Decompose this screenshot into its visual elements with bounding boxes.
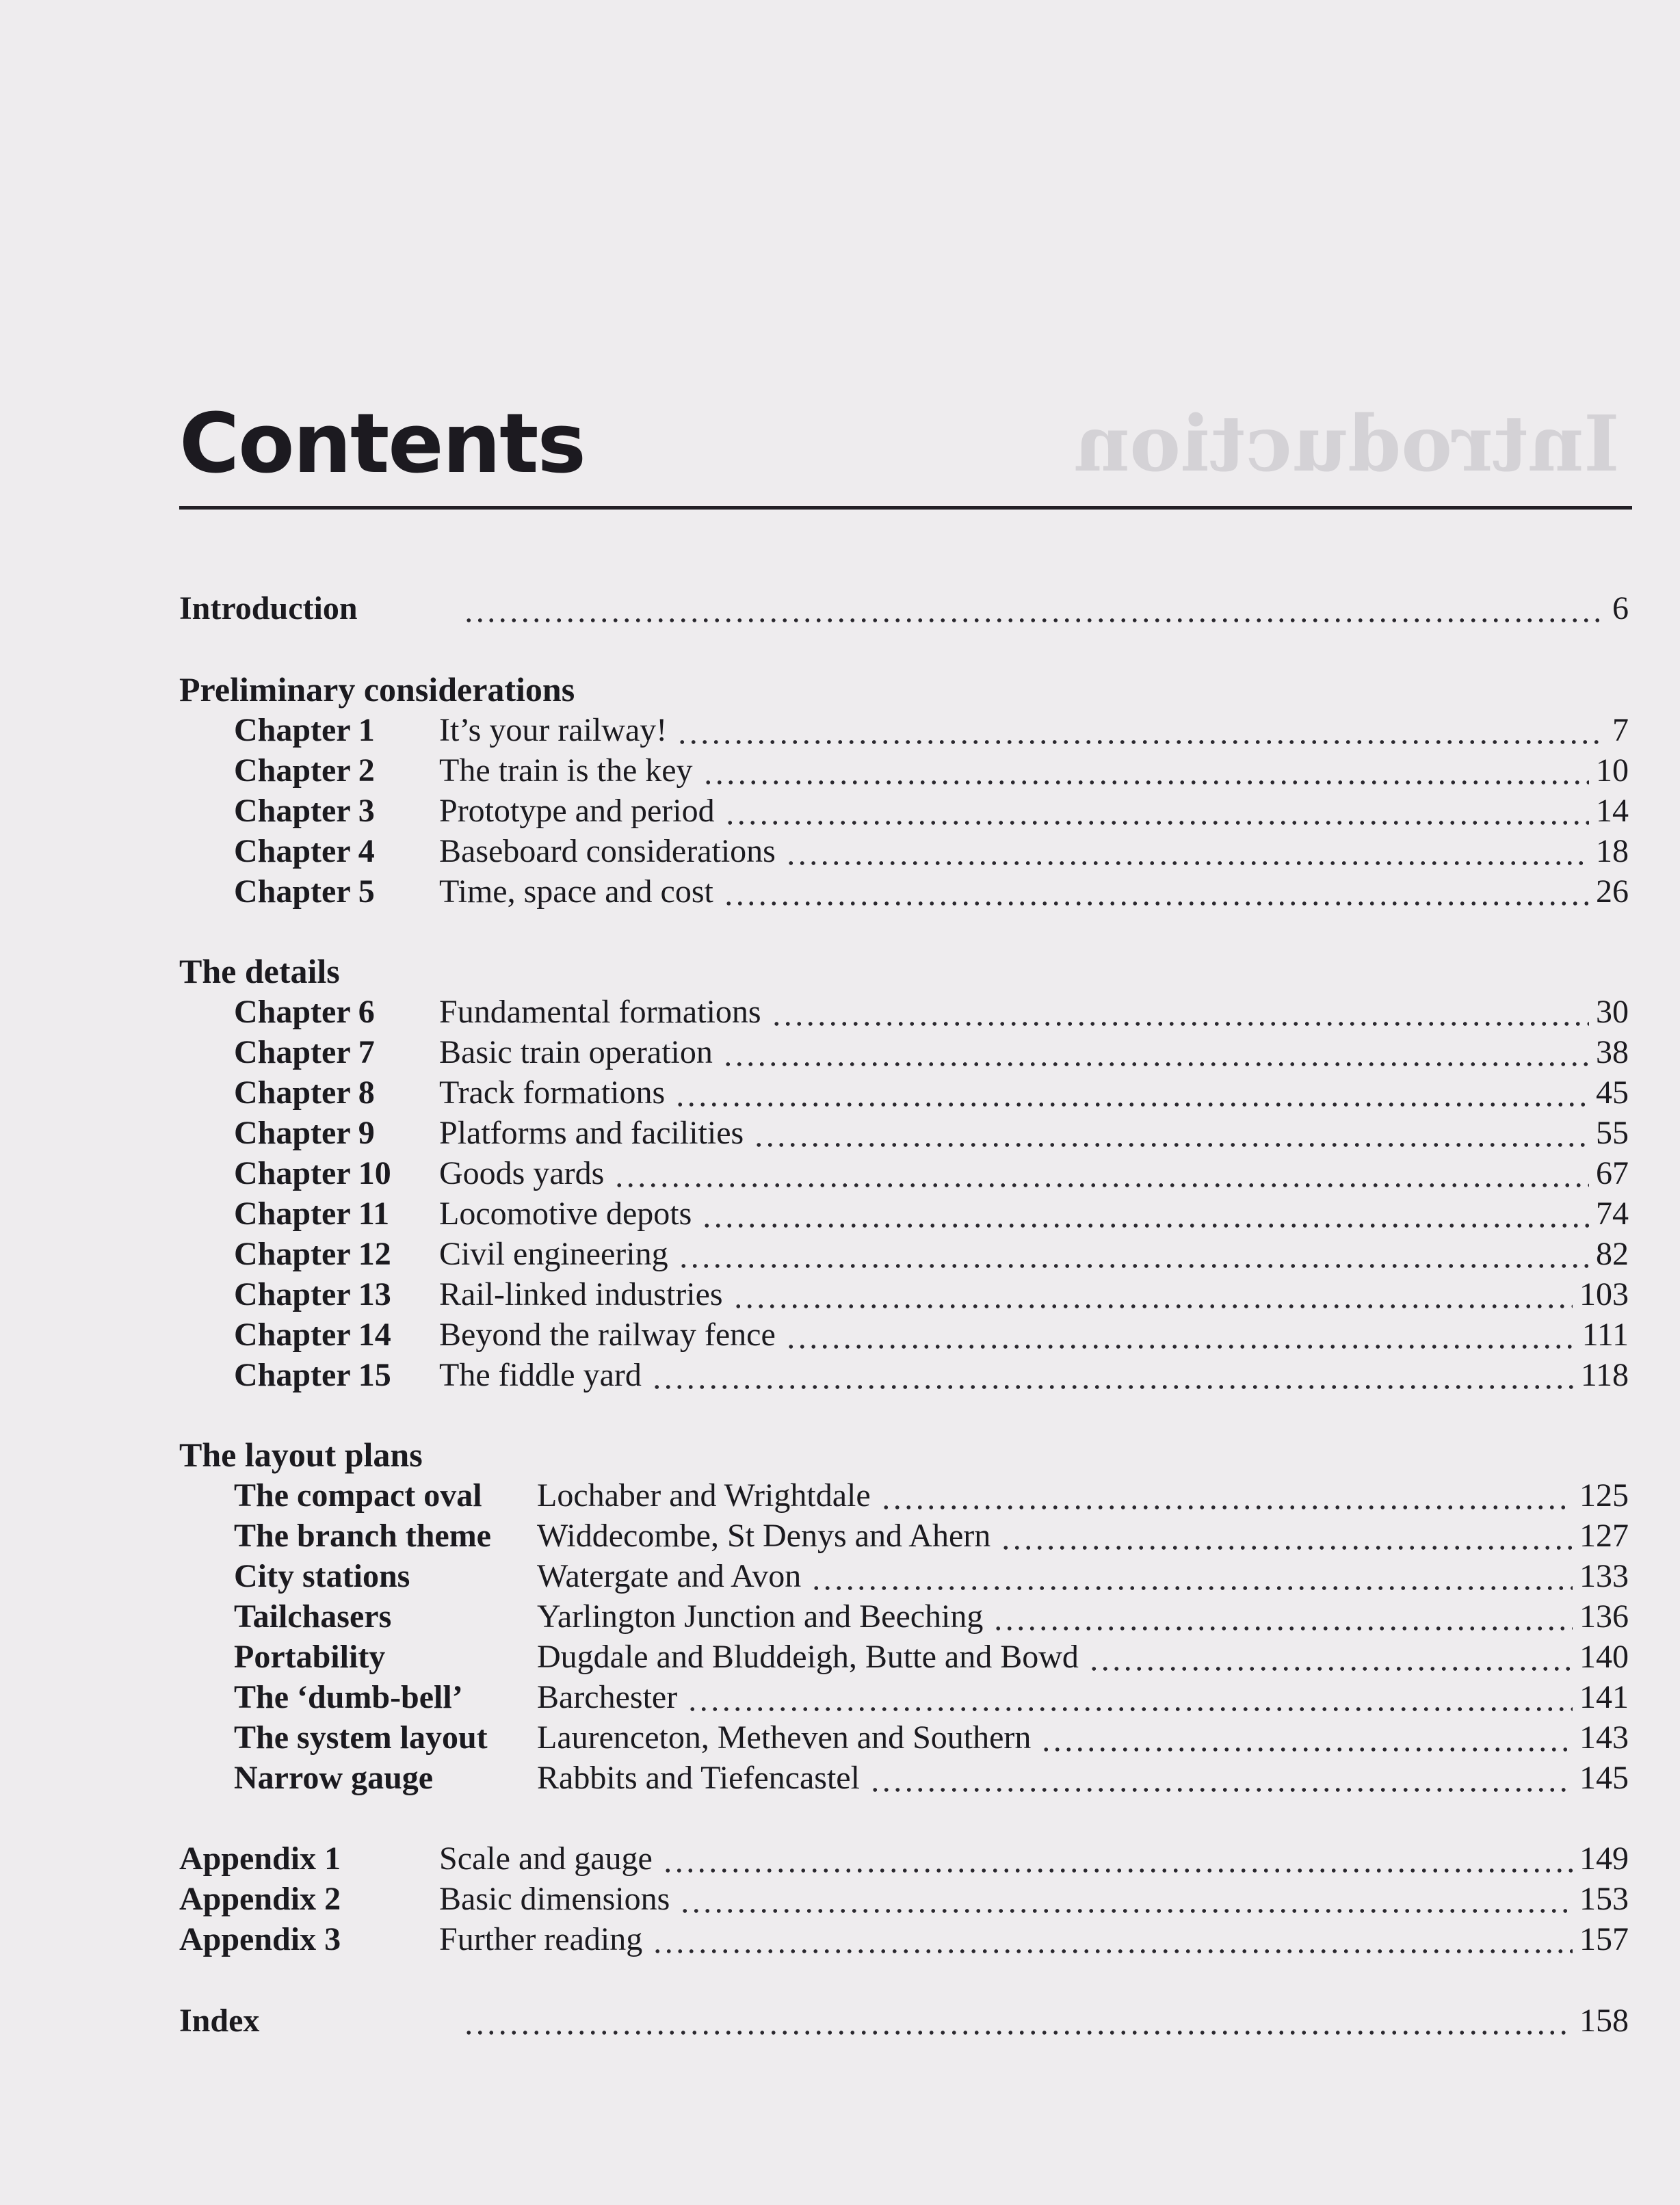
page-number: 10	[1596, 752, 1629, 789]
toc-entry-appendix[interactable]	[0, 1838, 1680, 1879]
toc-entry[interactable]	[0, 1355, 1680, 1396]
toc-entry[interactable]	[0, 1072, 1680, 1113]
entry-label: Appendix 1	[179, 1840, 341, 1877]
toc-entry[interactable]	[0, 871, 1680, 912]
entry-title: Rail-linked industries	[439, 1276, 723, 1312]
toc-entry-appendix[interactable]	[0, 1879, 1680, 1920]
entry-title: Further reading	[439, 1921, 643, 1957]
entry-label: The compact oval	[234, 1477, 482, 1514]
dot-leader	[880, 1504, 1573, 1511]
dot-leader	[687, 1706, 1573, 1713]
section-heading: The details	[179, 952, 340, 990]
toc-entry[interactable]	[0, 1274, 1680, 1315]
entry-label: Chapter 7	[234, 1034, 375, 1070]
toc-entry[interactable]	[0, 1758, 1680, 1799]
dot-leader	[869, 1786, 1573, 1793]
entry-label: Chapter 1	[234, 712, 375, 748]
page-number: 127	[1579, 1518, 1629, 1554]
entry-title: Basic dimensions	[439, 1881, 670, 1917]
entry-label: Chapter 5	[234, 873, 375, 910]
toc-entry[interactable]	[0, 1113, 1680, 1154]
entry-label: Chapter 2	[234, 752, 375, 789]
entry-title: It’s your railway!	[439, 712, 668, 748]
toc-entry[interactable]	[0, 1717, 1680, 1758]
entry-title: Baseboard considerations	[439, 833, 776, 869]
dot-leader	[614, 1182, 1589, 1189]
page-number: 118	[1580, 1357, 1629, 1393]
dot-leader	[662, 1867, 1573, 1874]
entry-title: Beyond the railway fence	[439, 1317, 776, 1353]
entry-title: The fiddle yard	[439, 1357, 642, 1393]
dot-leader	[753, 1141, 1589, 1148]
dot-leader	[785, 1343, 1575, 1350]
toc-entry[interactable]	[0, 992, 1680, 1033]
page-number: 103	[1579, 1276, 1629, 1312]
entry-label: Chapter 9	[234, 1115, 375, 1151]
page-number: 149	[1579, 1840, 1629, 1877]
entry-label: Index	[179, 2003, 260, 2039]
entry-title: Civil engineering	[439, 1236, 668, 1272]
dot-leader	[811, 1585, 1573, 1592]
toc-entry[interactable]	[0, 791, 1680, 832]
entry-label: Portability	[234, 1639, 386, 1675]
entry-label: Chapter 6	[234, 994, 375, 1030]
dot-leader	[651, 1384, 1574, 1390]
entry-title: Basic train operation	[439, 1034, 713, 1070]
entry-label: Appendix 3	[179, 1921, 341, 1957]
entry-label: Chapter 4	[234, 833, 375, 869]
dot-leader	[724, 819, 1589, 826]
toc-entry-introduction[interactable]	[0, 588, 1680, 629]
entry-title: Yarlington Junction and Beeching	[537, 1598, 984, 1635]
page-number: 7	[1612, 712, 1629, 748]
entry-title: The train is the key	[439, 752, 693, 789]
page-number: 158	[1579, 2003, 1629, 2039]
entry-title: Dugdale and Bluddeigh, Butte and Bowd	[537, 1639, 1079, 1675]
page-number: 18	[1596, 833, 1629, 869]
entry-label: Chapter 11	[234, 1196, 390, 1232]
entry-label: Appendix 2	[179, 1881, 341, 1917]
dot-leader	[785, 860, 1589, 867]
entry-label: Chapter 12	[234, 1236, 391, 1272]
toc-entry-index[interactable]	[0, 2001, 1680, 2042]
entry-label: The system layout	[234, 1719, 488, 1756]
entry-title: Barchester	[537, 1679, 678, 1715]
page-number: 157	[1579, 1921, 1629, 1957]
dot-leader	[733, 1303, 1573, 1310]
page-number: 38	[1596, 1034, 1629, 1070]
entry-label: Chapter 3	[234, 793, 375, 829]
entry-title: Widdecombe, St Denys and Ahern	[537, 1518, 991, 1554]
toc-entry[interactable]	[0, 1475, 1680, 1516]
toc-entry-appendix[interactable]	[0, 1919, 1680, 1960]
dot-leader	[679, 1907, 1573, 1914]
entry-label: The ‘dumb-bell’	[234, 1679, 463, 1715]
dot-leader	[677, 739, 1605, 745]
dot-leader	[701, 1222, 1589, 1229]
entry-label: Chapter 14	[234, 1317, 391, 1353]
toc-entry[interactable]	[0, 1637, 1680, 1678]
toc-entry[interactable]	[0, 1516, 1680, 1557]
page-number: 45	[1596, 1074, 1629, 1111]
dot-leader	[771, 1020, 1589, 1027]
toc-entry[interactable]	[0, 710, 1680, 751]
entry-label: Chapter 13	[234, 1276, 391, 1312]
page-number: 133	[1579, 1558, 1629, 1594]
entry-title: Laurenceton, Metheven and Southern	[537, 1719, 1032, 1756]
entry-label: Chapter 10	[234, 1155, 391, 1191]
page-number: 55	[1596, 1115, 1629, 1151]
page-number: 111	[1581, 1317, 1629, 1353]
page-number: 145	[1579, 1760, 1629, 1796]
dot-leader	[1000, 1544, 1573, 1551]
toc-entry[interactable]	[0, 1315, 1680, 1356]
entry-label: City stations	[234, 1558, 410, 1594]
page-number: 125	[1579, 1477, 1629, 1514]
page-number: 153	[1579, 1881, 1629, 1917]
page-number: 141	[1579, 1679, 1629, 1715]
page-number: 82	[1596, 1236, 1629, 1272]
page-number: 143	[1579, 1719, 1629, 1756]
toc-entry[interactable]	[0, 1596, 1680, 1637]
page-number: 136	[1579, 1598, 1629, 1635]
dot-leader	[652, 1948, 1573, 1955]
page-number: 67	[1596, 1155, 1629, 1191]
entry-title: Locomotive depots	[439, 1196, 692, 1232]
toc-entry[interactable]	[0, 1193, 1680, 1234]
toc-entry[interactable]	[0, 1234, 1680, 1275]
show-through-heading: Introduction	[1074, 399, 1620, 489]
entry-label: Chapter 15	[234, 1357, 391, 1393]
dot-leader	[463, 617, 1605, 624]
entry-title: Fundamental formations	[439, 994, 761, 1030]
section-heading: Preliminary considerations	[179, 670, 575, 709]
dot-leader	[463, 2029, 1573, 2036]
entry-title: Platforms and facilities	[439, 1115, 744, 1151]
page-number: 6	[1612, 590, 1629, 626]
toc-entry[interactable]	[0, 1032, 1680, 1073]
entry-title: Rabbits and Tiefencastel	[537, 1760, 860, 1796]
page-number: 30	[1596, 994, 1629, 1030]
entry-label: Tailchasers	[234, 1598, 392, 1635]
entry-title: Time, space and cost	[439, 873, 713, 910]
dot-leader	[993, 1625, 1573, 1632]
dot-leader	[723, 900, 1589, 907]
entry-label: Introduction	[179, 590, 358, 626]
page-number: 26	[1596, 873, 1629, 910]
entry-label: Chapter 8	[234, 1074, 375, 1111]
page-title: Contents	[179, 397, 585, 492]
entry-title: Prototype and period	[439, 793, 715, 829]
section-heading: The layout plans	[179, 1436, 423, 1474]
dot-leader	[1040, 1746, 1573, 1753]
entry-title: Watergate and Avon	[537, 1558, 802, 1594]
page-number: 14	[1596, 793, 1629, 829]
toc-entry[interactable]	[0, 1556, 1680, 1597]
entry-title: Scale and gauge	[439, 1840, 653, 1877]
entry-title: Track formations	[439, 1074, 666, 1111]
toc-entry[interactable]	[0, 750, 1680, 791]
dot-leader	[1088, 1665, 1573, 1672]
dot-leader	[722, 1061, 1589, 1068]
page-number: 74	[1596, 1196, 1629, 1232]
dot-leader	[678, 1263, 1589, 1269]
entry-title: Goods yards	[439, 1155, 605, 1191]
dot-leader	[674, 1101, 1589, 1108]
page-number: 140	[1579, 1639, 1629, 1675]
toc-entry[interactable]	[0, 1677, 1680, 1718]
toc-entry[interactable]	[0, 831, 1680, 872]
dot-leader	[703, 779, 1589, 786]
entry-label: Narrow gauge	[234, 1760, 434, 1796]
entry-title: Lochaber and Wrightdale	[537, 1477, 871, 1514]
toc-entry[interactable]	[0, 1153, 1680, 1194]
entry-label: The branch theme	[234, 1518, 491, 1554]
